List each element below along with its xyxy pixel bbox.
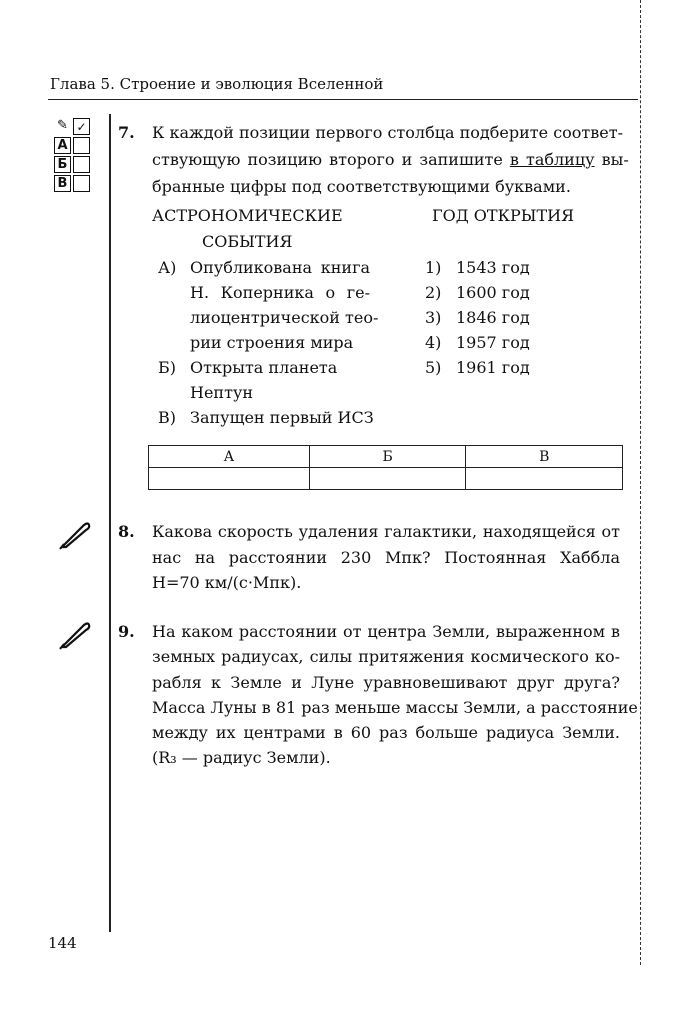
answer-table xyxy=(148,445,623,490)
event-letter: А) xyxy=(158,258,177,277)
chapter-header: Глава 5. Строение и эволюция Вселенной xyxy=(50,75,384,93)
pen-icon xyxy=(58,520,92,554)
answer-box-v[interactable] xyxy=(73,175,90,192)
task-text: бранные цифры под соответствующими буквами. xyxy=(152,177,571,196)
event-letter: Б) xyxy=(158,358,176,377)
task-number: 8. xyxy=(118,522,135,541)
margin-rule xyxy=(109,114,111,932)
year-number: 4) xyxy=(425,333,442,352)
year-text: 1543 год xyxy=(456,258,530,277)
pen-icon xyxy=(58,620,92,654)
cut-line xyxy=(640,0,641,965)
event-text: лиоцентрической тео- xyxy=(190,308,379,327)
underlined-text: в таблицу xyxy=(509,150,595,169)
task-text: H=70 км/(с·Мпк). xyxy=(152,573,302,592)
year-number: 3) xyxy=(425,308,442,327)
answer-boxes xyxy=(54,118,90,194)
task-text: Масса Луны в 81 раз меньше массы Земли, а расстояние xyxy=(152,698,638,717)
checkbox-icon: ✓ xyxy=(73,118,90,135)
task-text: земных радиусах, силы притяжения космического ко- xyxy=(152,647,620,666)
year-number: 2) xyxy=(425,283,442,302)
column-header: ГОД ОТКРЫТИЯ xyxy=(432,206,575,225)
text-part: вы- xyxy=(601,150,629,169)
event-text: рии строения мира xyxy=(190,333,354,352)
table-header: Б xyxy=(309,446,466,468)
table-header: В xyxy=(466,446,623,468)
event-text: Опубликована книга xyxy=(190,258,370,277)
answer-box-a[interactable] xyxy=(73,137,90,154)
year-number: 1) xyxy=(425,258,442,277)
task-text: (R₃ — радиус Земли). xyxy=(152,748,331,767)
task-text: нас на расстоянии 230 Мпк? Постоянная Хаббла xyxy=(152,548,620,567)
task-text: К каждой позиции первого столбца подберите соответ- xyxy=(152,123,623,142)
box-label: А xyxy=(54,137,71,154)
task-text: На каком расстоянии от центра Земли, выраженном в xyxy=(152,622,620,641)
answer-cell-b[interactable] xyxy=(309,468,466,490)
task-number: 9. xyxy=(118,622,135,641)
task-text: рабля к Земле и Луне уравновешивают друг друга? xyxy=(152,673,620,692)
box-label: Б xyxy=(54,156,71,173)
page-number: 144 xyxy=(48,934,77,952)
table-header: А xyxy=(149,446,310,468)
event-text: Открыта планета xyxy=(190,358,338,377)
answer-cell-a[interactable] xyxy=(149,468,310,490)
event-text: Запущен первый ИСЗ xyxy=(190,408,374,427)
text-part: ствующую позицию второго и запишите xyxy=(152,150,503,169)
event-text: Н. Коперника о ге- xyxy=(190,283,370,302)
answer-box-b[interactable] xyxy=(73,156,90,173)
task-text: Какова скорость удаления галактики, находящейся от xyxy=(152,522,620,541)
year-number: 5) xyxy=(425,358,442,377)
year-text: 1846 год xyxy=(456,308,530,327)
year-text: 1961 год xyxy=(456,358,530,377)
answer-cell-v[interactable] xyxy=(466,468,623,490)
task-text xyxy=(152,150,629,170)
task-text: между их центрами в 60 раз больше радиуса Земли. xyxy=(152,723,620,742)
pen-check-icon: ✎ xyxy=(57,118,68,133)
event-text: Нептун xyxy=(190,383,254,402)
year-text: 1957 год xyxy=(456,333,530,352)
task-number: 7. xyxy=(118,123,135,142)
header-rule xyxy=(48,99,638,100)
column-header: АСТРОНОМИЧЕСКИЕ xyxy=(152,206,343,225)
box-label: В xyxy=(54,175,71,192)
year-text: 1600 год xyxy=(456,283,530,302)
column-header: СОБЫТИЯ xyxy=(202,232,293,251)
event-letter: В) xyxy=(158,408,176,427)
